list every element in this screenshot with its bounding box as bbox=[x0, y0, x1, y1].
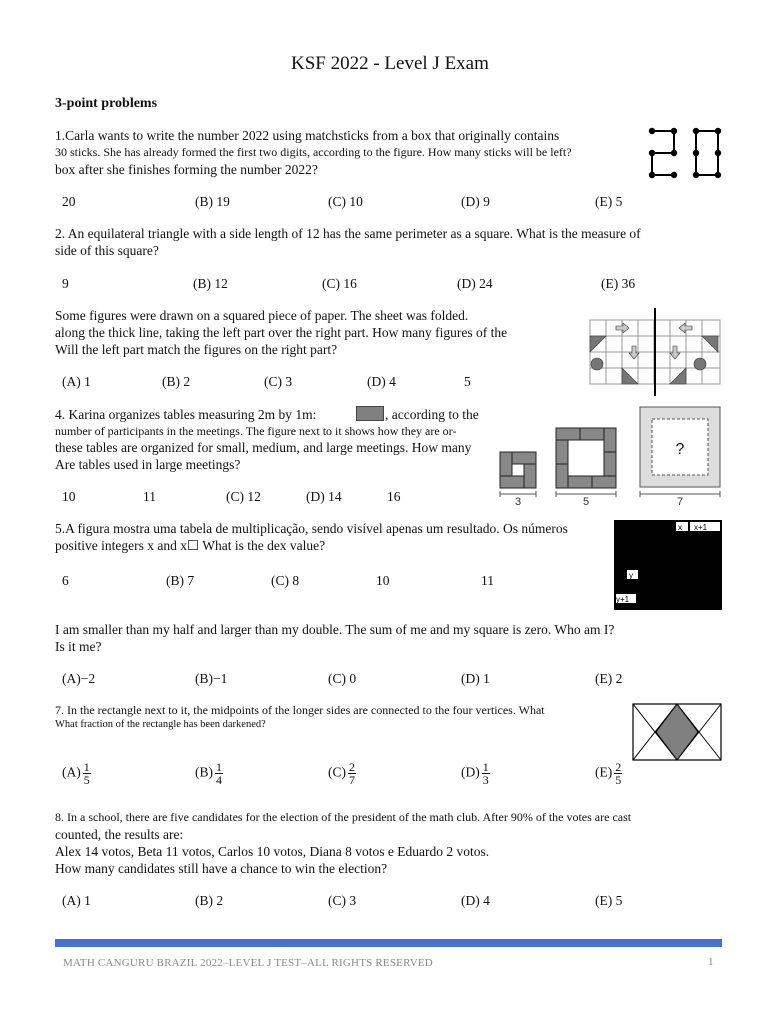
q5-option-c: (C) 8 bbox=[271, 573, 300, 588]
label-y-plus-1: y+1 bbox=[616, 595, 630, 604]
question-4-line-3: these tables are organized for small, medium, and large meetings. How many bbox=[55, 440, 472, 455]
q8-option-d: (D) 4 bbox=[461, 893, 490, 908]
question-4-line-2: number of participants in the meetings. The figure next to it shows how they are or- bbox=[55, 424, 457, 438]
question-2-line-2: side of this square? bbox=[55, 243, 159, 258]
q7-option-c-fraction bbox=[348, 761, 356, 786]
question-3-line-1: Some figures were drawn on a squared piece of paper. The sheet was folded. bbox=[55, 308, 469, 323]
q1-option-c: (C) 10 bbox=[328, 194, 363, 209]
question-3-line-3: Will the left part match the figures on the right part? bbox=[55, 342, 338, 357]
label-y: y bbox=[629, 571, 633, 580]
question-7-line-1: 7. In the rectangle next to it, the midpoints of the longer sides are connected to the four vertices. What bbox=[55, 703, 545, 717]
question-8-line-3: Alex 14 votos, Beta 11 votos, Carlos 10 votos, Diana 8 votos e Eduardo 2 votos. bbox=[55, 844, 490, 859]
q4-option-a: 10 bbox=[62, 489, 76, 504]
q7-option-b-fraction bbox=[215, 761, 223, 786]
question-1-line-2: 30 sticks. She has already formed the first two digits, according to the figure. How many sticks will be left? bbox=[55, 145, 572, 159]
q7-option-d bbox=[461, 761, 490, 786]
q7-option-a-fraction bbox=[83, 761, 91, 786]
q8-option-a: (A) 1 bbox=[62, 893, 91, 908]
q7-option-a bbox=[62, 761, 91, 786]
q5-option-e: 11 bbox=[481, 573, 494, 588]
q2-option-c: (C) 16 bbox=[322, 276, 357, 291]
q6-option-e: (E) 2 bbox=[595, 671, 623, 686]
q7-option-b-label: (B) bbox=[195, 764, 213, 780]
page-title: KSF 2022 - Level J Exam bbox=[291, 53, 489, 74]
q4-option-d: (D) 14 bbox=[306, 489, 342, 504]
q8-option-c: (C) 3 bbox=[328, 893, 357, 908]
question-7-line-2: What fraction of the rectangle has been darkened? bbox=[55, 719, 266, 730]
q7-option-b-numerator: 1 bbox=[216, 760, 222, 774]
q5-option-b: (B) 7 bbox=[166, 573, 195, 588]
question-3-line-2: along the thick line, taking the left part over the right part. How many figures of the bbox=[55, 325, 508, 340]
q7-option-b-denominator: 4 bbox=[216, 773, 222, 787]
q8-option-b: (B) 2 bbox=[195, 893, 224, 908]
question-6-line-2: Is it me? bbox=[55, 639, 102, 654]
q4-option-b: 11 bbox=[143, 489, 156, 504]
q7-option-e-label: (E) bbox=[595, 764, 613, 780]
question-1-line-1: 1.Carla wants to write the number 2022 using matchsticks from a box that originally contains bbox=[55, 128, 560, 143]
q7-option-a-denominator: 5 bbox=[83, 773, 90, 787]
q6-option-c: (C) 0 bbox=[328, 671, 357, 686]
q7-option-e-denominator: 5 bbox=[615, 773, 622, 787]
question-8-line-4: How many candidates still have a chance to win the election? bbox=[55, 861, 388, 876]
q7-option-e bbox=[595, 761, 622, 786]
q7-option-d-numerator: 1 bbox=[482, 760, 489, 774]
q7-option-c-denominator: 7 bbox=[349, 773, 355, 787]
section-heading: 3-point problems bbox=[55, 96, 158, 111]
table-swatch-icon bbox=[356, 406, 384, 421]
q3-option-b: (B) 2 bbox=[162, 374, 191, 389]
tables-arrangement-figure bbox=[496, 404, 722, 508]
label-x: x bbox=[678, 523, 682, 532]
q4-option-e: 16 bbox=[387, 489, 401, 504]
multiplication-table-figure bbox=[614, 520, 722, 610]
q7-option-b bbox=[195, 761, 223, 786]
q6-option-a: (A)−2 bbox=[62, 671, 96, 686]
q2-option-d: (D) 24 bbox=[457, 276, 493, 291]
figure-question-mark: ? bbox=[675, 441, 685, 458]
question-5-line-2: positive integers x and x☐ What is the dex value? bbox=[55, 538, 326, 553]
q7-option-e-fraction bbox=[614, 761, 622, 786]
q2-option-b: (B) 12 bbox=[193, 276, 228, 291]
figure-label-3: 3 bbox=[514, 496, 522, 508]
q6-option-d: (D) 1 bbox=[461, 671, 490, 686]
question-4-line-1: 4. Karina organizes tables measuring 2m by 1m: bbox=[55, 407, 317, 422]
question-8-line-1: 8. In a school, there are five candidates for the election of the president of the math club. After 90% of the votes are cast bbox=[55, 810, 632, 824]
q1-option-e: (E) 5 bbox=[595, 194, 623, 209]
q7-option-a-label: (A) bbox=[62, 764, 81, 780]
q1-option-d: (D) 9 bbox=[461, 194, 490, 209]
rectangle-diamond-figure bbox=[632, 703, 722, 761]
question-1-line-3: box after she finishes forming the number 2022? bbox=[55, 162, 318, 177]
q7-option-c bbox=[328, 761, 356, 786]
footer-accent-bar bbox=[55, 939, 722, 947]
label-x-plus-1: x+1 bbox=[694, 523, 708, 532]
q5-option-d: 10 bbox=[376, 573, 390, 588]
q5-option-a: 6 bbox=[62, 573, 69, 588]
q3-option-e: 5 bbox=[464, 374, 471, 389]
q1-option-b: (B) 19 bbox=[195, 194, 230, 209]
q3-option-d: (D) 4 bbox=[367, 374, 396, 389]
q6-option-b: (B)−1 bbox=[195, 671, 228, 686]
q7-option-c-numerator: 2 bbox=[349, 760, 355, 774]
matchstick-figure bbox=[648, 128, 722, 180]
q2-option-e: (E) 36 bbox=[601, 276, 636, 291]
question-6-line-1: I am smaller than my half and larger than my double. The sum of me and my square is zero. Who am I? bbox=[55, 622, 615, 637]
q3-option-c: (C) 3 bbox=[264, 374, 293, 389]
question-8-line-2: counted, the results are: bbox=[55, 827, 184, 842]
folded-grid-figure bbox=[588, 308, 722, 396]
figure-label-5: 5 bbox=[582, 496, 590, 508]
q7-option-a-numerator: 1 bbox=[83, 760, 90, 774]
question-2-line-1: 2. An equilateral triangle with a side length of 12 has the same perimeter as a square. What is the measure of bbox=[55, 226, 641, 241]
question-4-line-4: Are tables used in large meetings? bbox=[55, 457, 241, 472]
q1-option-a: 20 bbox=[62, 194, 76, 209]
q8-option-e: (E) 5 bbox=[595, 893, 623, 908]
q7-option-d-fraction bbox=[482, 761, 490, 786]
q4-option-c: (C) 12 bbox=[226, 489, 261, 504]
page-number: 1 bbox=[708, 956, 714, 968]
q7-option-c-label: (C) bbox=[328, 764, 346, 780]
q7-option-e-numerator: 2 bbox=[615, 760, 622, 774]
q3-option-a: (A) 1 bbox=[62, 374, 91, 389]
footer-text: MATH CANGURU BRAZIL 2022–LEVEL J TEST–ALL RIGHTS RESERVED bbox=[63, 957, 433, 969]
q2-option-a: 9 bbox=[62, 276, 69, 291]
figure-label-7: 7 bbox=[676, 496, 684, 508]
question-4-line-1b: , according to the bbox=[385, 407, 479, 422]
q7-option-d-denominator: 3 bbox=[482, 773, 489, 787]
q7-option-d-label: (D) bbox=[461, 764, 480, 780]
question-5-line-1: 5.A figura mostra uma tabela de multiplicação, sendo visível apenas um resultado. Os números bbox=[55, 521, 568, 536]
